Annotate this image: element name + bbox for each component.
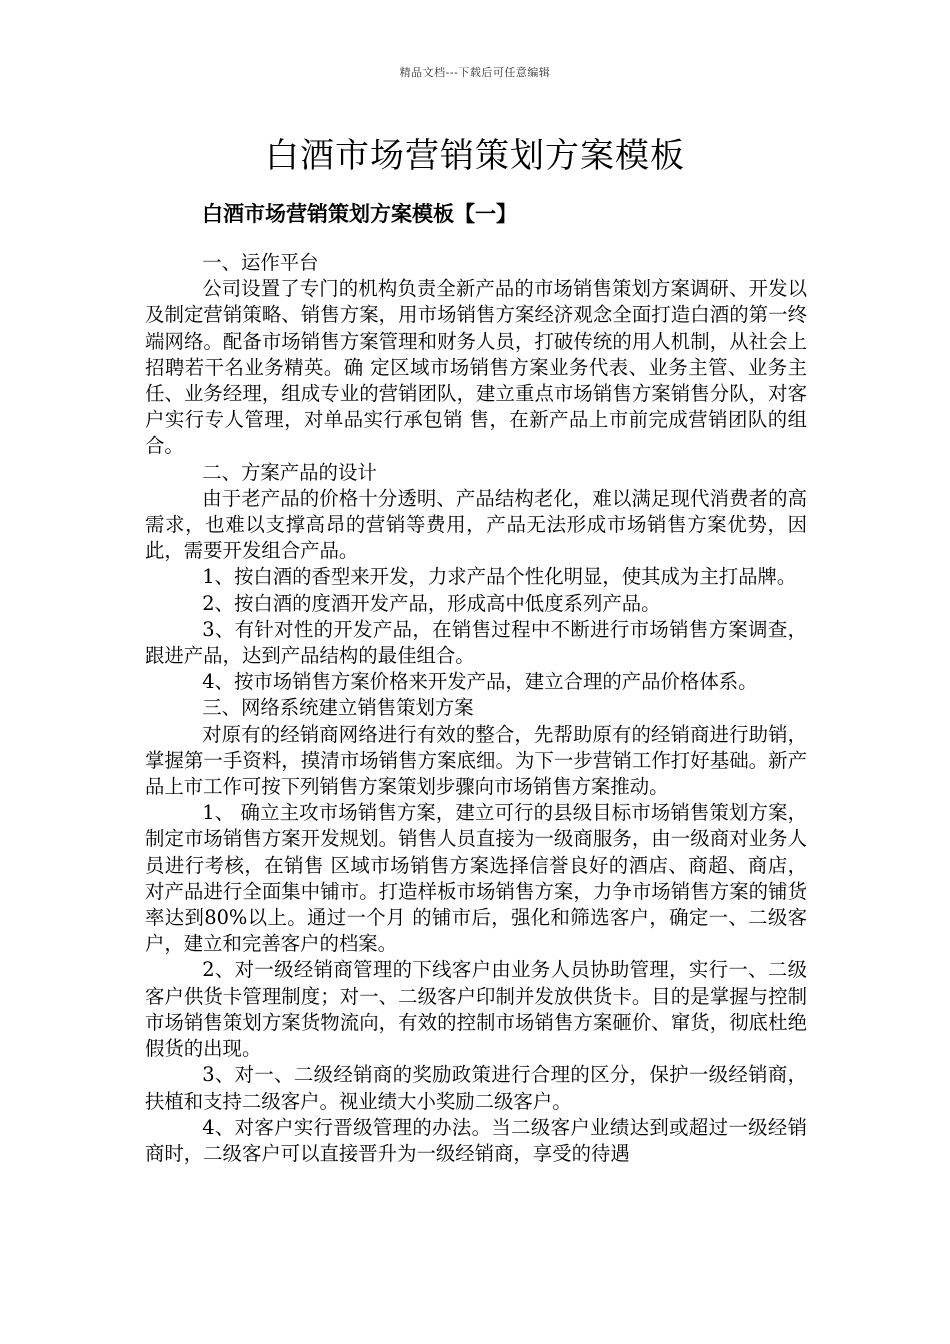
- body-paragraph: 由于老产品的价格十分透明、产品结构老化，难以满足现代消费者的高需求，也难以支撑高昂的营销等费用，产品无法形成市场销售方案优势，因此，需要开发组合产品。: [145, 486, 807, 563]
- document-title: 白酒市场营销策划方案模板: [265, 136, 685, 176]
- list-item: 3、对一、二级经销商的奖励政策进行合理的区分，保护一级经销商，扶植和支持二级客户。视业绩大小奖励二级客户。: [145, 1063, 807, 1113]
- list-item: 4、按市场销售方案价格来开发产品，建立合理的产品价格体系。: [202, 670, 758, 694]
- list-item: 3、有针对性的开发产品，在销售过程中不断进行市场销售方案调查，跟进产品，达到产品结构的最佳组合。: [145, 617, 807, 668]
- section-heading: 一、运作平台: [202, 251, 319, 274]
- header-note: 精品文档---下载后可任意编辑: [399, 66, 551, 79]
- body-paragraph: 对原有的经销商网络进行有效的整合，先帮助原有的经销商进行助销，掌握第一手资料，摸清市场销售方案底细。为下一步营销工作打好基础。新产品上市工作可按下列销售方案策划步骤向市场销售方案推动。: [145, 722, 807, 799]
- list-item: 2、按白酒的度酒开发产品，形成高中低度系列产品。: [202, 591, 661, 615]
- list-item: 1、 确立主攻市场销售方案，建立可行的县级目标市场销售策划方案，制定市场销售方案开发规划。销售人员直接为一级商服务，由一级商对业务人员进行考核，在销售 区域市场销售方案选择信誉良好的酒店、商超、商店，对产品进行全面集中铺市。打造样板市场销售方案，力争市场销售方案的铺货率达到80%以上。通过一个月 的铺市后，强化和筛选客户，确定一、二级客户，建立和完善客户的档案。: [145, 801, 807, 956]
- list-item: 1、按白酒的香型来开发，力求产品个性化明显，使其成为主打品牌。: [202, 565, 797, 589]
- list-item: 4、对客户实行晋级管理的办法。当二级客户业绩达到或超过一级经销商时，二级客户可以直接晋升为一级经销商，享受的待遇: [145, 1115, 807, 1165]
- section-heading: 二、方案产品的设计: [202, 460, 377, 484]
- section-heading: 三、网络系统建立销售策划方案: [202, 696, 474, 720]
- document-body: [145, 250, 807, 1167]
- document-subtitle: 白酒市场营销策划方案模板【一】: [202, 201, 517, 226]
- list-item: 2、对一级经销商管理的下线客户由业务人员协助管理，实行一、二级客户供货卡管理制度；对一、二级客户印制并发放供货卡。目的是掌握与控制市场销售策划方案货物流向，有效的控制市场销售方案砸价、窜货，彻底杜绝假货的出现。: [145, 958, 807, 1061]
- body-paragraph: 公司设置了专门的机构负责全新产品的市场销售策划方案调研、开发以及制定营销策略、销售方案，用市场销售方案经济观念全面打造白酒的第一终端网络。配备市场销售方案管理和财务人员，打破传统的用人机制，从社会上招聘若干名业务精英。确 定区域市场销售方案业务代表、业务主管、业务主任、业务经理，组成专业的营销团队，建立重点市场销售方案销售分队，对客户实行专人管理，对单品实行承包销 售，在新产品上市前完成营销团队的组合。: [145, 277, 807, 458]
